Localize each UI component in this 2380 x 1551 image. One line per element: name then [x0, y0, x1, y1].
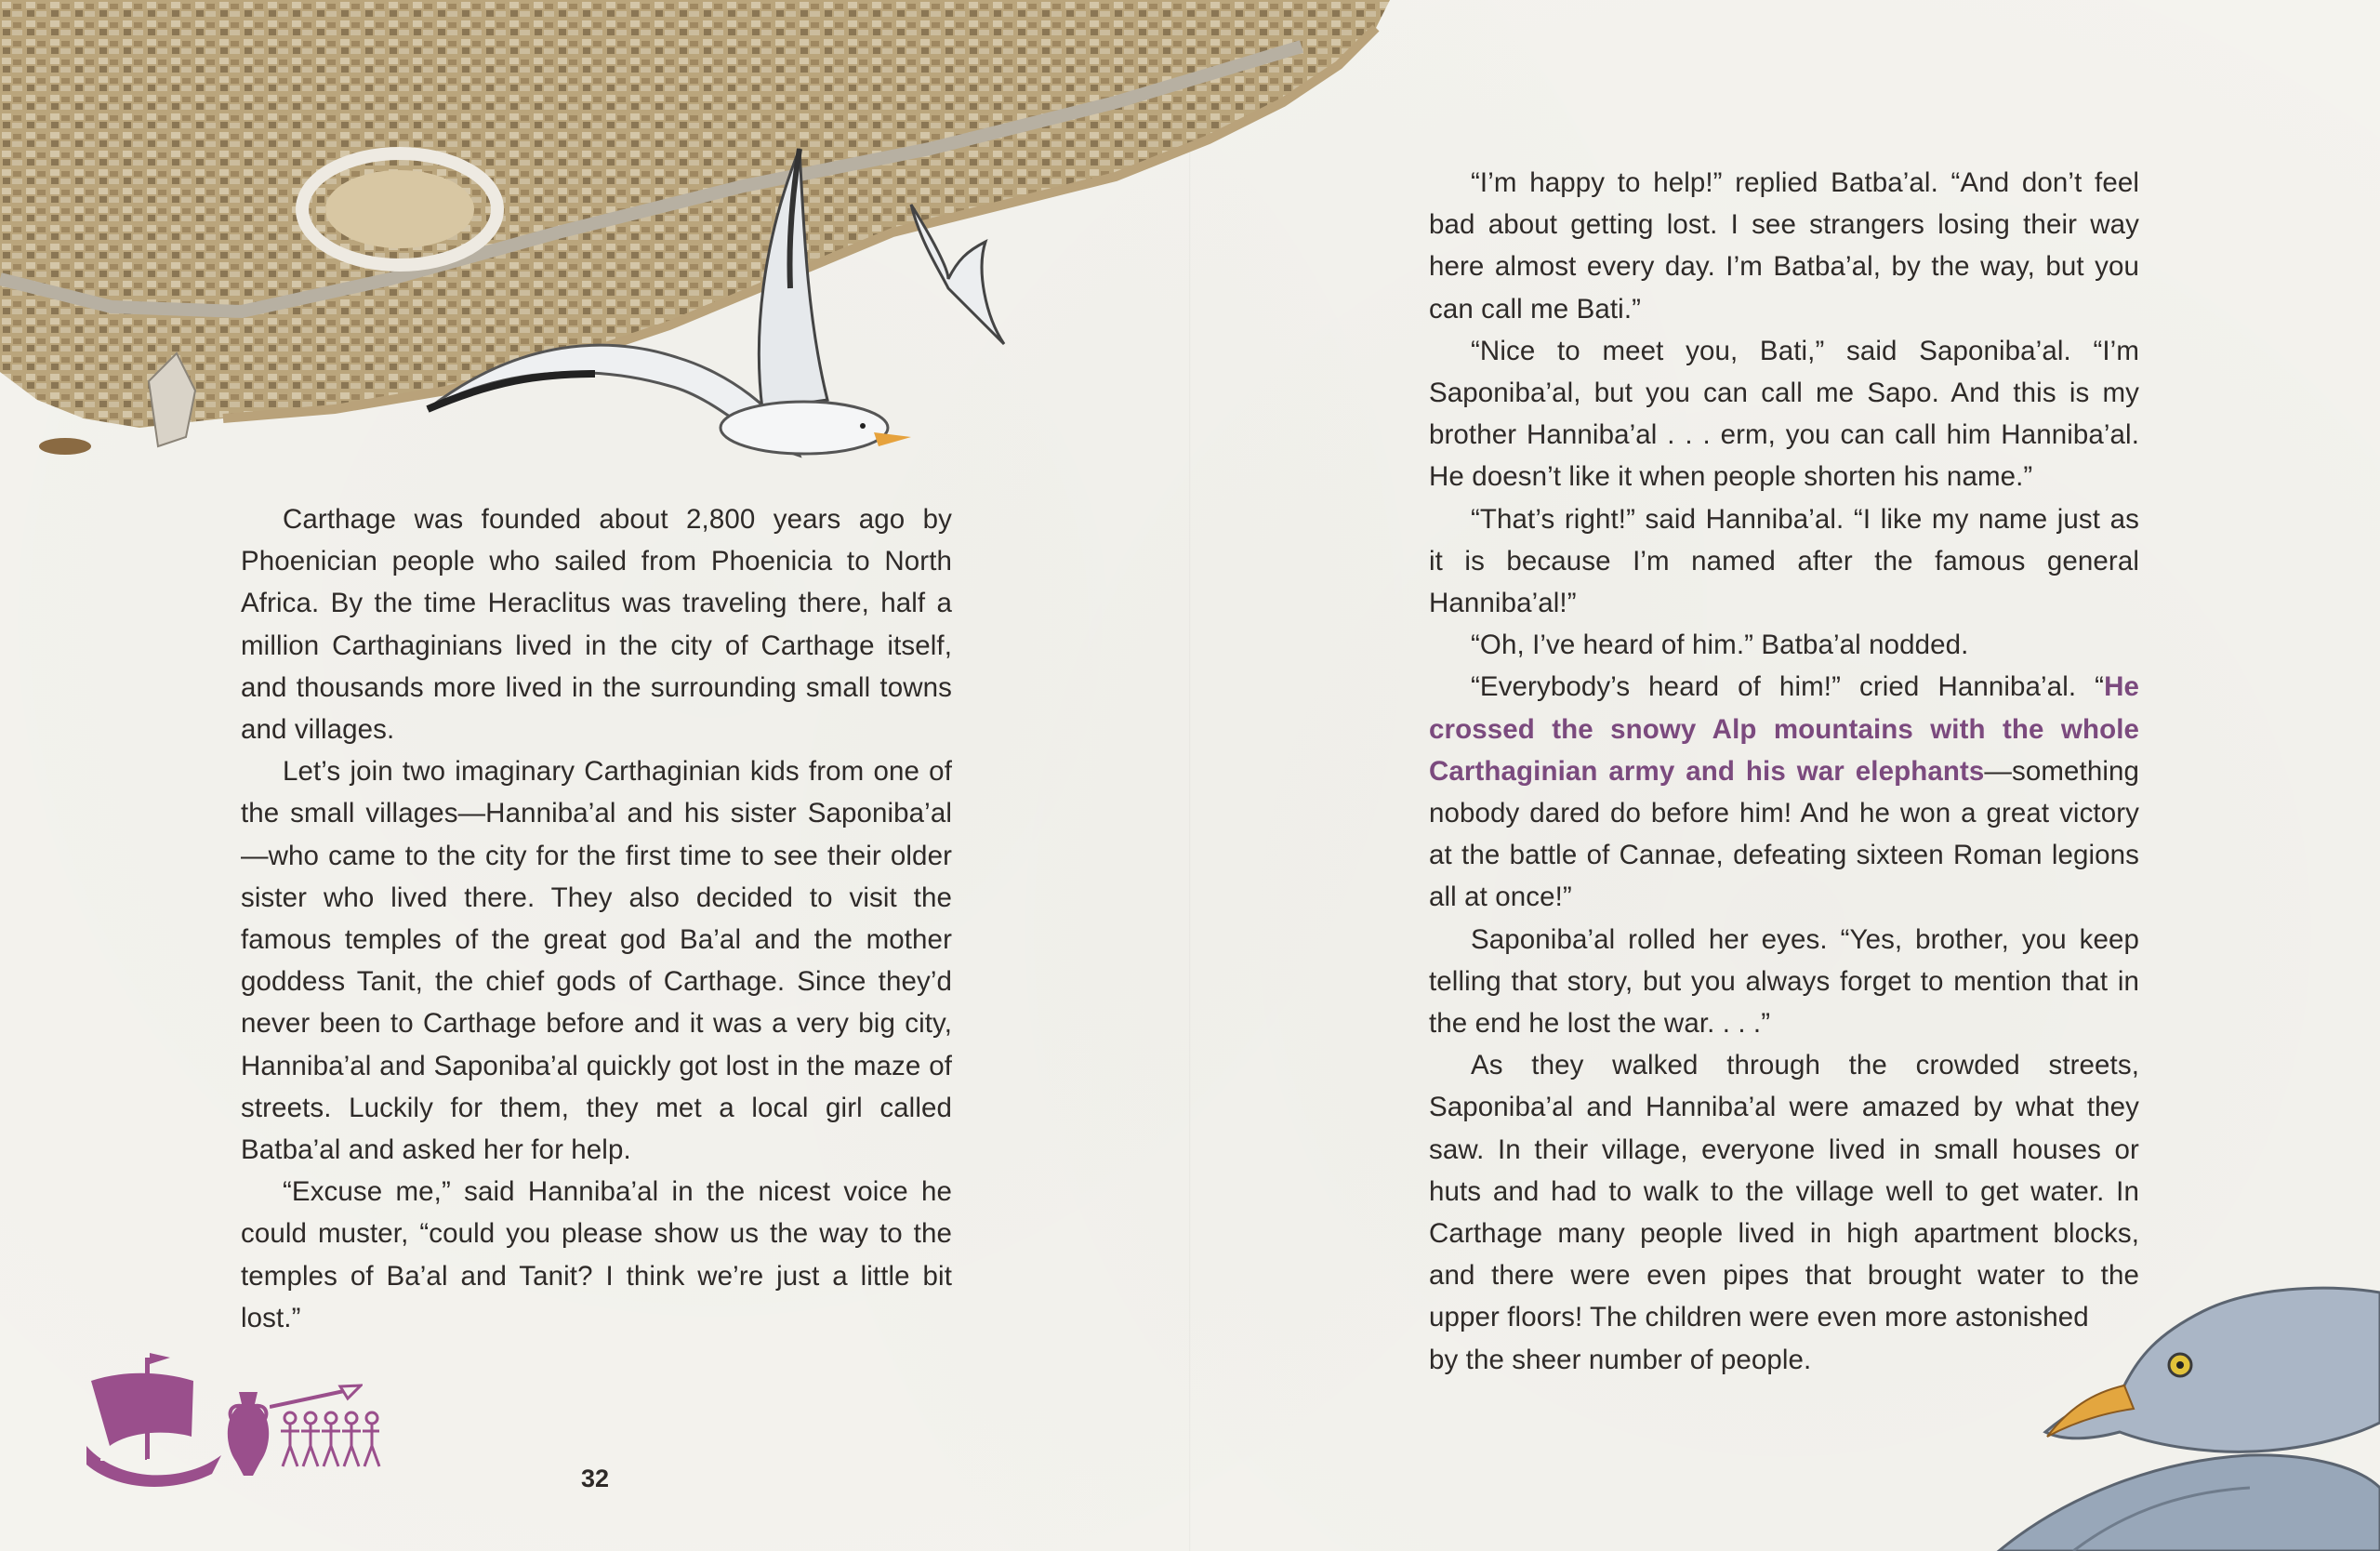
left-paragraph-1: Carthage was founded about 2,800 years ago by Phoenician people who sailed from Phoenicia to North Africa. By the time Heraclitus was traveling there, half a million Carthaginians lived in the city of Carthage itself, and thousands more lived in the surrounding small towns and villages. — [241, 504, 952, 746]
right-paragraph-3: “That’s right!” said Hanniba’al. “I like my name just as it is because I’m named after the famous general Hanniba’al!” — [1429, 503, 2139, 619]
paper-people-icon — [279, 1409, 381, 1474]
right-text-column — [1429, 162, 2139, 1381]
quote-start: “Everybody’s heard of him!” cried Hanniba’al. “ — [1471, 671, 2105, 703]
quote-end: —something nobody dared do before him! And he won a great victory at the battle of Cannae, defeating sixteen Roman legions all at once!” — [1429, 755, 2139, 913]
left-paragraph-2: Let’s join two imaginary Carthaginian kids from one of the small villages—Hanniba’al and his sister Saponiba’al—who came to the city for the first time to see their older sister who lived there. They also decided to visit the famous temples of the great god Ba’al and the mother goddess Tanit, the chief gods of Carthage. Since they’d never been to Carthage before and it was a very big city, Hanniba’al and Saponiba’al quickly got lost in the maze of streets. Luckily for them, they met a local girl called Batba’al and asked her for help. — [241, 756, 952, 1166]
spear-icon — [270, 1384, 363, 1412]
right-paragraph-7: As they walked through the crowded streets, Saponiba’al and Hanniba’al were amazed by what they saw. In their village, everyone lived in small houses or huts and had to walk to the village well to get water. In Carthage many people lived in high apartment blocks, and there were even pipes that brought water to the upper floors! The children were even more astonished — [1429, 1050, 2139, 1333]
right-paragraph-4: “Oh, I’ve heard of him.” Batba’al nodded. — [1471, 630, 1969, 661]
right-paragraph-5 — [1429, 666, 2139, 918]
seagull-head-icon — [1766, 1283, 2380, 1551]
ship-icon — [82, 1344, 231, 1492]
seagull-icon — [390, 130, 1023, 465]
page-number: 32 — [580, 1465, 610, 1492]
left-paragraph-3: “Excuse me,” said Hanniba’al in the nicest voice he could muster, “could you please show us the way to the temples of Ba’al and Tanit? I think we’re just a little bit lost.” — [241, 1176, 952, 1333]
highlighted-text: He crossed the snowy Alp mountains with the whole Carthaginian army and his war elephants — [1429, 671, 2139, 787]
right-paragraph-6: Saponiba’al rolled her eyes. “Yes, brother, you keep telling that story, but you always forget to mention that in the end he lost the war. . . .” — [1429, 923, 2139, 1040]
left-text-column — [241, 498, 952, 1339]
right-paragraph-7-tail: by the sheer number of people. — [1429, 1344, 1812, 1375]
right-paragraph-2: “Nice to meet you, Bati,” said Saponiba’al. “I’m Saponiba’al, but you can call me Sapo. And this is my brother Hanniba’al . . . erm, you can call him Hanniba’al. He doesn’t like it when people shorten his name.” — [1429, 335, 2139, 493]
right-paragraph-1: “I’m happy to help!” replied Batba’al. “And don’t feel bad about getting lost. I see strangers losing their way here almost every day. I’m Batba’al, by the way, but you can call me Bati.” — [1429, 167, 2139, 325]
